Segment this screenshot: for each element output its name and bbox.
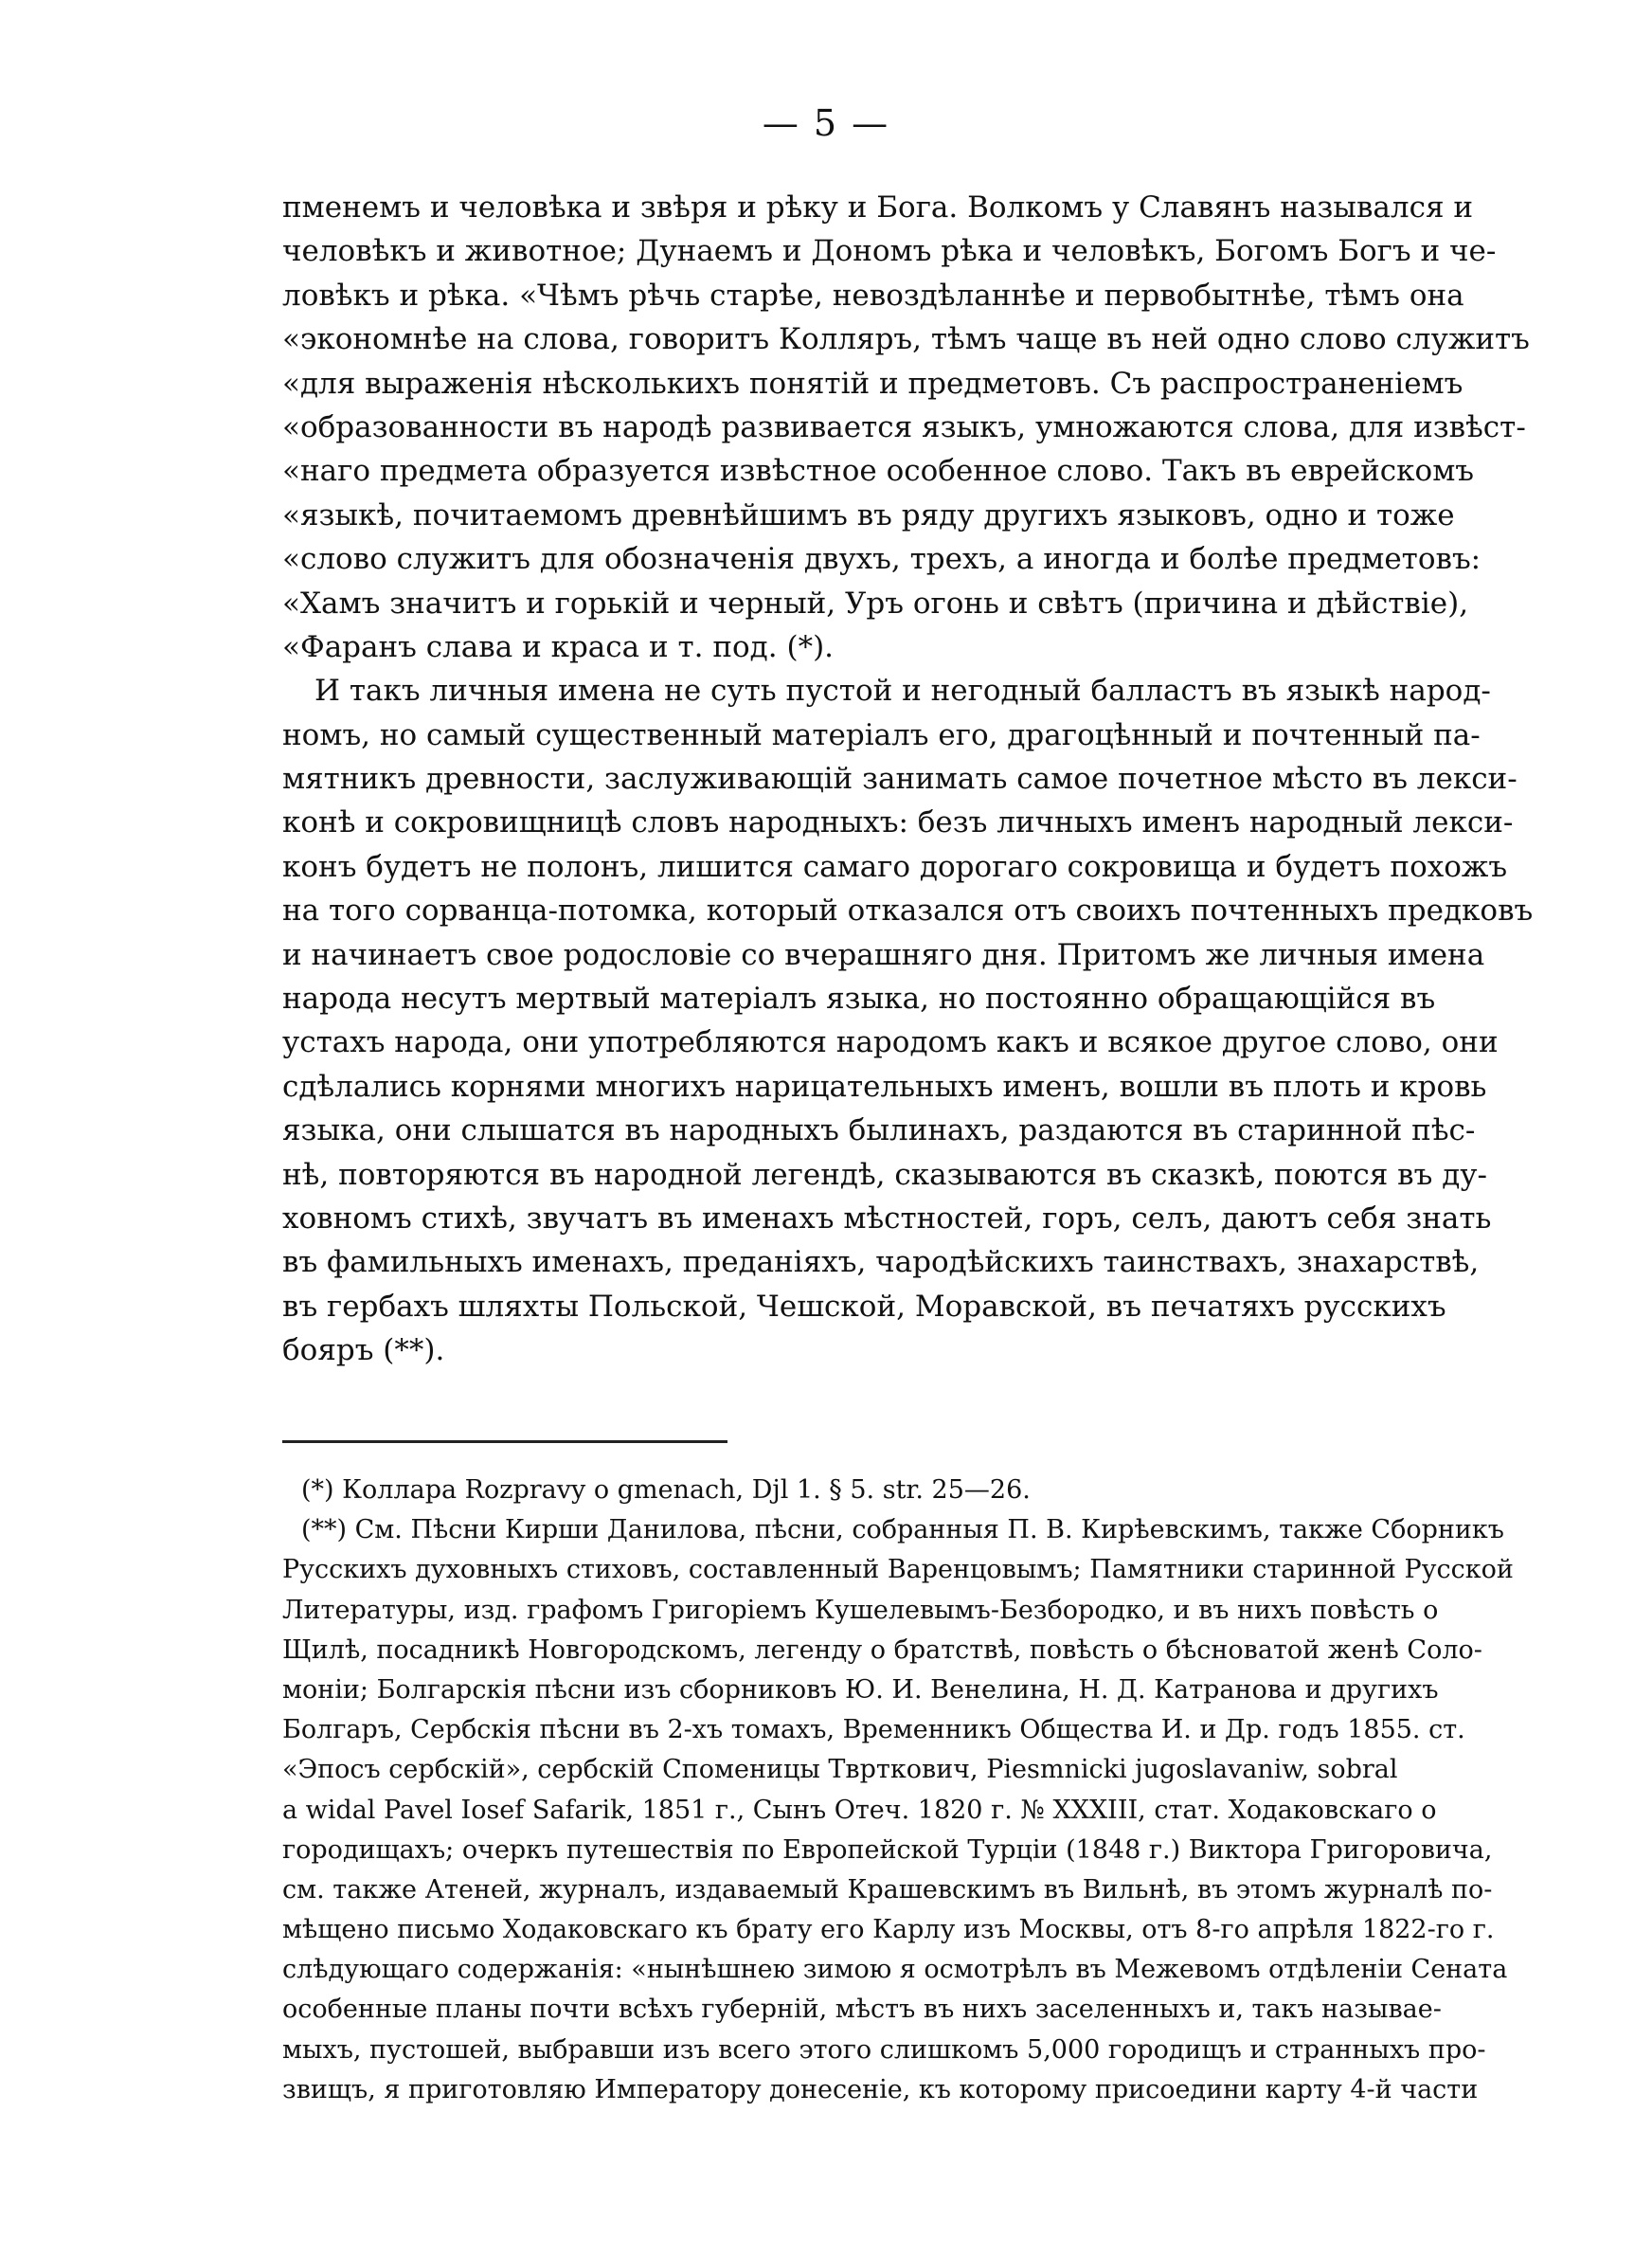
main-text-line: мятникъ древности, заслуживающій занимать самое почетное мѣсто въ лекси-	[282, 762, 1517, 797]
footnote-line: Щилѣ, посадникѣ Новгородскомъ, легенду о братствѣ, повѣсть о бѣсноватой женѣ Соло-	[282, 1634, 1482, 1665]
main-text-line: номъ, но самый существенный матеріалъ его, драгоцѣнный и почтенный па-	[282, 717, 1481, 752]
main-text-line: «образованности въ народѣ развивается языкъ, умножаются слова, для извѣст-	[282, 409, 1526, 444]
footnote-separator	[282, 1440, 727, 1443]
footnote-line: (*) Коллара Rozpravy o gmenach, Djl 1. § 5. str. 25—26.	[301, 1475, 1031, 1505]
main-text-line: и начинаетъ свое родословіе со вчерашняго дня. Притомъ же личныя имена	[282, 937, 1485, 972]
footnote-line: городищахъ; очеркъ путешествія по Европейской Турціи (1848 г.) Виктора Григоровича,	[282, 1834, 1493, 1865]
footnote-line: мѣщено письмо Ходаковскаго къ брату его Карлу изъ Москвы, отъ 8-го апрѣля 1822-го г.	[282, 1915, 1495, 1945]
main-text-line: конъ будетъ не полонъ, лишится самаго дорогаго сокровища и будетъ похожъ	[282, 849, 1508, 884]
main-text-line: сдѣлались корнями многихъ нарицательныхъ именъ, вошли въ плоть и кровь	[282, 1069, 1487, 1104]
main-text-line: «для выраженія нѣсколькихъ понятій и предметовъ. Съ распространеніемъ	[282, 366, 1463, 401]
main-text-line: «языкѣ, почитаемомъ древнѣйшимъ въ ряду другихъ языковъ, одно и тоже	[282, 497, 1455, 533]
footnote-line: особенные планы почти всѣхъ губерній, мѣстъ въ нихъ заселенныхъ и, такъ называе-	[282, 1995, 1442, 2025]
footnotes-block	[282, 1471, 1514, 2110]
footnote-line: a widal Pavel Iosef Safarik, 1851 г., Сынъ Отеч. 1820 г. № XXXIII, стат. Ходаковскаго о	[282, 1795, 1437, 1825]
main-text-line: «слово служитъ для обозначенія двухъ, трехъ, а иногда и болѣе предметовъ:	[282, 542, 1481, 577]
footnote-line: «Эпосъ сербскій», сербскій Споменицы Тврткович, Piesmnicki jugoslavaniw, sobral	[282, 1755, 1398, 1785]
main-text-line: «экономнѣе на слова, говоритъ Колляръ, тѣмъ чаще въ ней одно слово служитъ	[282, 322, 1530, 357]
main-text-line: И такъ личныя имена не суть пустой и негодный балластъ въ языкѣ народ-	[314, 674, 1491, 709]
footnote-line: Болгаръ, Сербскія пѣсни въ 2-хъ томахъ, Временникъ Общества И. и Др. годъ 1855. ст.	[282, 1715, 1465, 1745]
main-text-line: «наго предмета образуется извѣстное особенное слово. Такъ въ еврейскомъ	[282, 454, 1475, 489]
main-text-line: нѣ, повторяются въ народной легендѣ, сказываются въ сказкѣ, поются въ ду-	[282, 1157, 1487, 1192]
footnote-line: Русскихъ духовныхъ стиховъ, составленный Варенцовымъ; Памятники старинной Русской	[282, 1555, 1514, 1585]
main-text-line: конѣ и сокровищницѣ словъ народныхъ: безъ личныхъ именъ народный лекси-	[282, 805, 1514, 840]
main-text-line: на того сорванца-потомка, который отказался отъ своихъ почтенныхъ предковъ	[282, 894, 1534, 929]
main-text-line: въ гербахъ шляхты Польской, Чешской, Моравской, въ печатяхъ русскихъ	[282, 1289, 1446, 1324]
main-text-line: ховномъ стихѣ, звучатъ въ именахъ мѣстностей, горъ, селъ, даютъ себя знать	[282, 1201, 1492, 1236]
footnote-line: см. также Атеней, журналъ, издаваемый Крашевскимъ въ Вильнѣ, въ этомъ журналѣ по-	[282, 1874, 1493, 1905]
main-text-line: народа несутъ мертвый матеріалъ языка, но постоянно обращающійся въ	[282, 982, 1436, 1017]
main-text-block	[282, 186, 1534, 1373]
main-text-line: устахъ народа, они употребляются народомъ какъ и всякое другое слово, они	[282, 1025, 1499, 1060]
main-text-line: ловѣкъ и рѣка. «Чѣмъ рѣчь старѣе, невоздѣланнѣе и первобытнѣе, тѣмъ она	[282, 278, 1464, 313]
main-text-line: бояръ (**).	[282, 1333, 445, 1368]
footnote-line: мыхъ, пустошей, выбравши изъ всего этого слишкомъ 5,000 городищъ и странныхъ про-	[282, 2034, 1486, 2065]
page-number: — 5 —	[762, 102, 890, 144]
main-text-line: въ фамильныхъ именахъ, преданіяхъ, чародѣйскихъ таинствахъ, знахарствѣ,	[282, 1245, 1480, 1280]
main-text-line: пменемъ и человѣка и звѣря и рѣку и Бога. Волкомъ у Славянъ назывался и	[282, 190, 1474, 225]
footnote-line: (**) См. Пѣсни Кирши Данилова, пѣсни, собранныя П. В. Кирѣевскимъ, также Сборникъ	[301, 1515, 1504, 1545]
main-text-line: «Хамъ значитъ и горькій и черный, Уръ огонь и свѣтъ (причина и дѣйствіе),	[282, 586, 1469, 621]
main-text-line: языка, они слышатся въ народныхъ былинахъ, раздаются въ старинной пѣс-	[282, 1113, 1476, 1148]
footnote-line: моніи; Болгарскія пѣсни изъ сборниковъ Ю. И. Венелина, Н. Д. Катранова и другихъ	[282, 1674, 1439, 1705]
footnote-line: слѣдующаго содержанія: «нынѣшнею зимою я осмотрѣлъ въ Межевомъ отдѣленіи Сената	[282, 1955, 1508, 1985]
main-text-line: человѣкъ и животное; Дунаемъ и Дономъ рѣка и человѣкъ, Богомъ Богъ и че-	[282, 234, 1497, 269]
footnote-line: Литературы, изд. графомъ Григоріемъ Кушелевымъ-Безбородко, и въ нихъ повѣсть о	[282, 1595, 1439, 1625]
footnote-line: звищъ, я приготовляю Императору донесеніе, къ которому присоедини карту 4-й части	[282, 2074, 1479, 2104]
main-text-line: «Фаранъ слава и краса и т. под. (*).	[282, 629, 835, 664]
